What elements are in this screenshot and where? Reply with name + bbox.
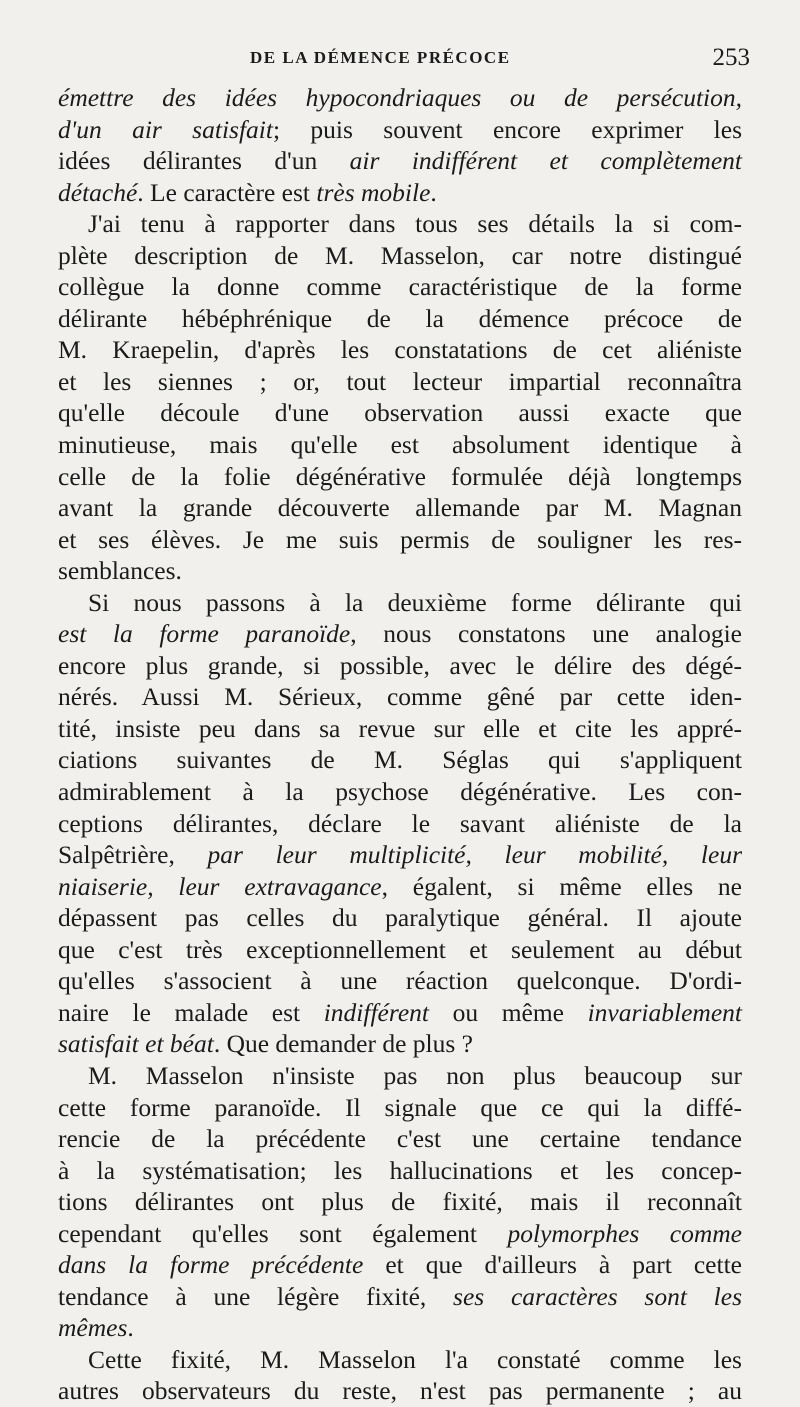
text-line bbox=[58, 82, 742, 114]
text-run: et les siennes ; or, tout lecteur impartial reconnaîtra bbox=[58, 366, 742, 396]
text-run: tendance à une légère fixité, bbox=[58, 1281, 454, 1311]
text-run: Si nous passons à la deuxième forme délirante qui bbox=[88, 587, 742, 617]
text-line bbox=[58, 366, 742, 398]
text-run: ; puis souvent encore exprimer les bbox=[272, 114, 743, 144]
text-run: J'ai tenu à rapporter dans tous ses détails la si com- bbox=[88, 209, 742, 239]
text-run: admirablement à la psychose dégénérative. Les con- bbox=[58, 777, 742, 807]
text-line bbox=[58, 744, 742, 776]
text-line bbox=[58, 271, 742, 303]
text-run: . bbox=[127, 1313, 134, 1343]
text-line bbox=[58, 1186, 742, 1218]
text-run: dépassent pas celles du paralytique général. Il ajoute bbox=[58, 903, 742, 933]
text-run: M. Masselon n'insiste pas non plus beaucoup sur bbox=[88, 1060, 742, 1090]
text-run: , égalent, si même elles ne bbox=[381, 871, 742, 901]
text-run: semblances. bbox=[58, 556, 182, 586]
text-line bbox=[58, 397, 742, 429]
text-run: avant la grande découverte allemande par M. Magnan bbox=[58, 493, 742, 523]
text-line bbox=[58, 492, 742, 524]
text-line bbox=[58, 145, 742, 177]
text-line bbox=[58, 524, 742, 556]
text-run: Cette fixité, M. Masselon l'a constaté comme les bbox=[88, 1344, 742, 1374]
italic-text-run: air indifférent et complètement bbox=[349, 146, 742, 176]
text-line bbox=[58, 461, 742, 493]
text-line bbox=[58, 334, 742, 366]
text-run: cette forme paranoïde. Il signale que ce qui la diffé- bbox=[58, 1092, 742, 1122]
text-run: ceptions délirantes, déclare le savant aliéniste de la bbox=[58, 808, 742, 838]
text-line bbox=[58, 808, 742, 840]
text-line bbox=[58, 429, 742, 461]
text-line bbox=[58, 303, 742, 335]
italic-text-run: dans la forme précédente bbox=[58, 1250, 364, 1280]
text-line bbox=[58, 618, 742, 650]
text-line bbox=[58, 776, 742, 808]
text-run: que c'est très exceptionnellement et seulement au début bbox=[58, 934, 742, 964]
text-run: à la systématisation; les hallucinations et les concep- bbox=[58, 1155, 742, 1185]
text-line bbox=[58, 177, 742, 209]
text-line bbox=[58, 902, 742, 934]
text-line bbox=[58, 1344, 742, 1376]
text-run: qu'elles s'associent à une réaction quelconque. D'ordi- bbox=[58, 966, 742, 996]
text-line bbox=[58, 1123, 742, 1155]
text-run: encore plus grande, si possible, avec le délire des dégé- bbox=[58, 650, 742, 680]
text-run: tions délirantes ont plus de fixité, mais il reconnaît bbox=[58, 1187, 742, 1217]
text-run: collègue la donne comme caractéristique de la forme bbox=[58, 272, 742, 302]
italic-text-run: niaiserie, leur extravagance bbox=[58, 871, 382, 901]
text-line bbox=[58, 1092, 742, 1124]
text-line bbox=[58, 871, 742, 903]
text-run: délirante hébéphrénique de la démence précoce de bbox=[58, 303, 742, 333]
italic-text-run: polymorphes comme bbox=[507, 1218, 742, 1248]
text-line bbox=[58, 240, 742, 272]
text-line bbox=[58, 555, 742, 587]
text-run: . Que demander de plus ? bbox=[213, 1029, 473, 1059]
text-line bbox=[58, 1375, 742, 1407]
text-run: . bbox=[430, 177, 437, 207]
italic-text-run: très mobile bbox=[316, 177, 431, 207]
text-run: rencie de la précédente c'est une certaine tendance bbox=[58, 1124, 742, 1154]
italic-text-run: indifférent bbox=[323, 997, 429, 1027]
text-run: M. Kraepelin, d'après les constatations de cet aliéniste bbox=[58, 335, 742, 365]
text-line bbox=[58, 114, 742, 146]
text-run: cependant qu'elles sont également bbox=[58, 1218, 508, 1248]
text-run: celle de la folie dégénérative formulée déjà longtemps bbox=[58, 461, 742, 491]
italic-text-run: invariablement bbox=[587, 997, 742, 1027]
text-line bbox=[58, 1155, 742, 1187]
text-line bbox=[58, 934, 742, 966]
italic-text-run: détaché bbox=[58, 177, 138, 207]
text-run: plète description de M. Masselon, car notre distingué bbox=[58, 240, 742, 270]
running-title: DE LA DÉMENCE PRÉCOCE bbox=[250, 48, 511, 67]
text-line bbox=[58, 587, 742, 619]
text-line bbox=[58, 650, 742, 682]
text-run: et que d'ailleurs à part cette bbox=[363, 1250, 742, 1280]
text-run: minutieuse, mais qu'elle est absolument identique à bbox=[58, 430, 742, 460]
italic-text-run: d'un air satisfait bbox=[58, 114, 273, 144]
text-line bbox=[58, 208, 742, 240]
text-line bbox=[58, 681, 742, 713]
text-line bbox=[58, 713, 742, 745]
text-line bbox=[58, 1281, 742, 1313]
italic-text-run: mêmes bbox=[58, 1313, 128, 1343]
page-number: 253 bbox=[712, 44, 750, 71]
text-run: ciations suivantes de M. Séglas qui s'appliquent bbox=[58, 745, 742, 775]
text-run: nérés. Aussi M. Sérieux, comme gêné par cette iden- bbox=[58, 682, 742, 712]
italic-text-run: satisfait et béat bbox=[58, 1029, 214, 1059]
text-run: autres observateurs du reste, n'est pas permanente ; au bbox=[58, 1376, 742, 1406]
text-run: naire le malade est bbox=[58, 997, 324, 1027]
text-run: qu'elle découle d'une observation aussi exacte que bbox=[58, 398, 742, 428]
italic-text-run: émettre des idées hypocondriaques ou de persécution, bbox=[58, 83, 742, 112]
text-line bbox=[58, 1218, 742, 1250]
text-line bbox=[58, 839, 742, 871]
italic-text-run: est la forme paranoïde bbox=[58, 619, 351, 649]
text-run: tité, insiste peu dans sa revue sur elle et cite les appré- bbox=[58, 713, 742, 743]
text-run: et ses élèves. Je me suis permis de souligner les res- bbox=[58, 524, 742, 554]
text-run: . Le caractère est bbox=[137, 177, 317, 207]
text-run: Salpêtrière, bbox=[58, 840, 208, 870]
text-line bbox=[58, 997, 742, 1029]
italic-text-run: ses caractères sont les bbox=[453, 1281, 742, 1311]
text-run: ou même bbox=[429, 997, 588, 1027]
text-run: idées délirantes d'un bbox=[58, 146, 350, 176]
text-line bbox=[58, 1028, 742, 1060]
italic-text-run: par leur multiplicité, leur mobilité, leur bbox=[207, 840, 742, 870]
text-line bbox=[58, 965, 742, 997]
text-line bbox=[58, 1249, 742, 1281]
text-line bbox=[58, 1060, 742, 1092]
text-line bbox=[58, 1312, 742, 1344]
page-header bbox=[60, 44, 750, 76]
body-text bbox=[58, 82, 742, 1407]
text-run: , nous constatons une analogie bbox=[350, 619, 742, 649]
